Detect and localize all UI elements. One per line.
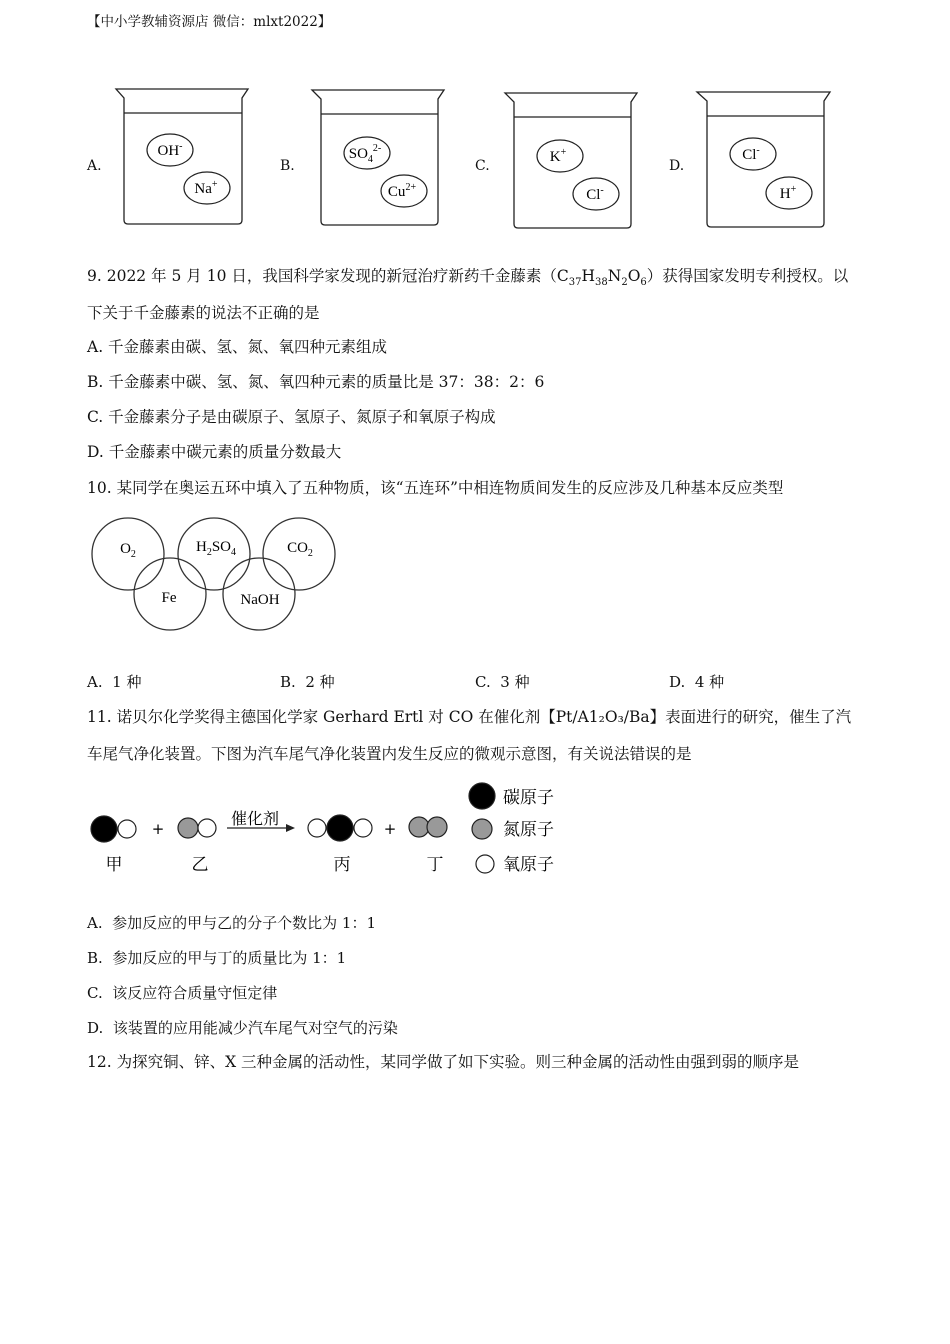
svg-text:K+: K+: [549, 147, 567, 165]
q12-stem: 12. 为探究铜、锌、X 三种金属的活动性，某同学做了如下实验。则三种金属的活动性由强到弱的顺序是: [87, 1053, 800, 1071]
q11-option-a: A. 参加反应的甲与乙的分子个数比为 1：1: [87, 914, 377, 932]
q10-option-c: C. 3 种: [475, 673, 530, 691]
svg-text:Cl-: Cl-: [586, 185, 604, 203]
label-ding: 丁: [426, 855, 444, 875]
q9-stem-line1: 9. 2022 年 5 月 10 日，我国科学家发现的新冠治疗新药千金藤素$(C_{37}H_{38}N_2O_6)$获得国家发明专利授权。以: [87, 267, 849, 289]
label-yi: 乙: [191, 855, 209, 875]
ion-a1: [147, 134, 193, 166]
beaker-c: [505, 93, 637, 228]
q11-option-d: D. 该装置的应用能减少汽车尾气对空气的污染: [87, 1019, 398, 1037]
ring-fe-label: Fe: [161, 590, 177, 606]
q8-option-d-letter: D.: [669, 158, 685, 174]
q8-option-a-letter: A.: [87, 158, 102, 174]
q10-five-rings-figure: [85, 512, 345, 637]
q9-option-c: C. 千金藤素分子是由碳原子、氢原子、氮原子和氧原子构成: [87, 408, 496, 426]
plus-sign-2: +: [383, 820, 397, 838]
q11-option-b: B. 参加反应的甲与丁的质量比为 1：1: [87, 949, 347, 967]
ion-c2: [573, 178, 619, 210]
label-bing: 丙: [333, 855, 351, 875]
q9-stem-line2: 下关于千金藤素的说法不正确的是: [87, 304, 320, 322]
beaker-b: [312, 90, 444, 225]
catalyst-label: 催化剂: [230, 809, 280, 828]
q11-option-c: C. 该反应符合质量守恒定律: [87, 984, 278, 1002]
ion-b1: [344, 137, 390, 169]
ion-a2: [184, 172, 230, 204]
label-jia: 甲: [105, 855, 123, 875]
svg-text:OH-: OH-: [157, 141, 183, 159]
q10-option-b: B. 2 种: [280, 673, 335, 691]
beaker-a: [116, 89, 248, 224]
ring-h2so4-label: $H_2SO_4$: [195, 539, 237, 558]
svg-text:SO42-: $SO_4^{2-}$: [348, 143, 382, 165]
ring-o2-label: $O_2$: [120, 541, 136, 560]
molecule-jia: [91, 816, 136, 842]
q11-stem-line1: 11. 诺贝尔化学奖得主德国化学家 Gerhard Ertl 对 CO 在催化剂【Pt/A1₂O₃/Ba】表面进行的研究，催生了汽: [87, 708, 852, 726]
molecule-ding: [409, 817, 447, 837]
q10-stem: 10. 某同学在奥运五环中填入了五种物质，该“五连环”中相连物质间发生的反应涉及几种基本反应类型: [87, 479, 784, 497]
q10-option-d: D. 4 种: [669, 673, 725, 691]
q10-option-a: A. 1 种: [87, 673, 142, 691]
legend-nitrogen-swatch: [472, 819, 492, 839]
svg-text:Cl-: Cl-: [742, 145, 760, 163]
legend-carbon-swatch: [469, 783, 495, 809]
ring-naoh-label: NaOH: [240, 592, 280, 608]
svg-text:Na+: Na+: [194, 179, 218, 197]
beaker-d: [697, 92, 830, 227]
q11-stem-line2: 车尾气净化装置。下图为汽车尾气净化装置内发生反应的微观示意图，有关说法错误的是: [87, 745, 692, 763]
svg-text:H+: H+: [779, 184, 797, 202]
q8-option-c-letter: C.: [475, 158, 490, 174]
legend-oxygen-swatch: [476, 855, 494, 873]
legend-oxygen-label: 氧原子: [503, 855, 554, 875]
legend: [469, 783, 554, 875]
page-header: 【中小学教辅资源店 微信：mlxt2022】: [87, 14, 332, 30]
ion-b2: [381, 175, 427, 207]
molecule-yi: [178, 818, 216, 838]
ring-co2-label: $CO_2$: [287, 540, 313, 559]
q9-option-d: D. 千金藤素中碳元素的质量分数最大: [87, 443, 342, 461]
svg-text:Cu2+: $Cu^{2+}$: [387, 182, 417, 200]
q9-option-b: B. 千金藤素中碳、氢、氮、氧四种元素的质量比是 37：38：2：6: [87, 373, 545, 391]
q9-option-a: A. 千金藤素由碳、氢、氮、氧四种元素组成: [87, 338, 388, 356]
q8-beakers-figure: [0, 80, 950, 240]
ion-d2: [766, 177, 812, 209]
q8-option-b-letter: B.: [280, 158, 295, 174]
legend-nitrogen-label: 氮原子: [503, 820, 554, 840]
ion-d1: [730, 138, 776, 170]
legend-carbon-label: 碳原子: [503, 788, 554, 808]
q11-reaction-diagram: [85, 778, 575, 883]
molecule-bing: [308, 815, 372, 841]
plus-sign-1: +: [151, 820, 165, 838]
ion-c1: [537, 140, 583, 172]
